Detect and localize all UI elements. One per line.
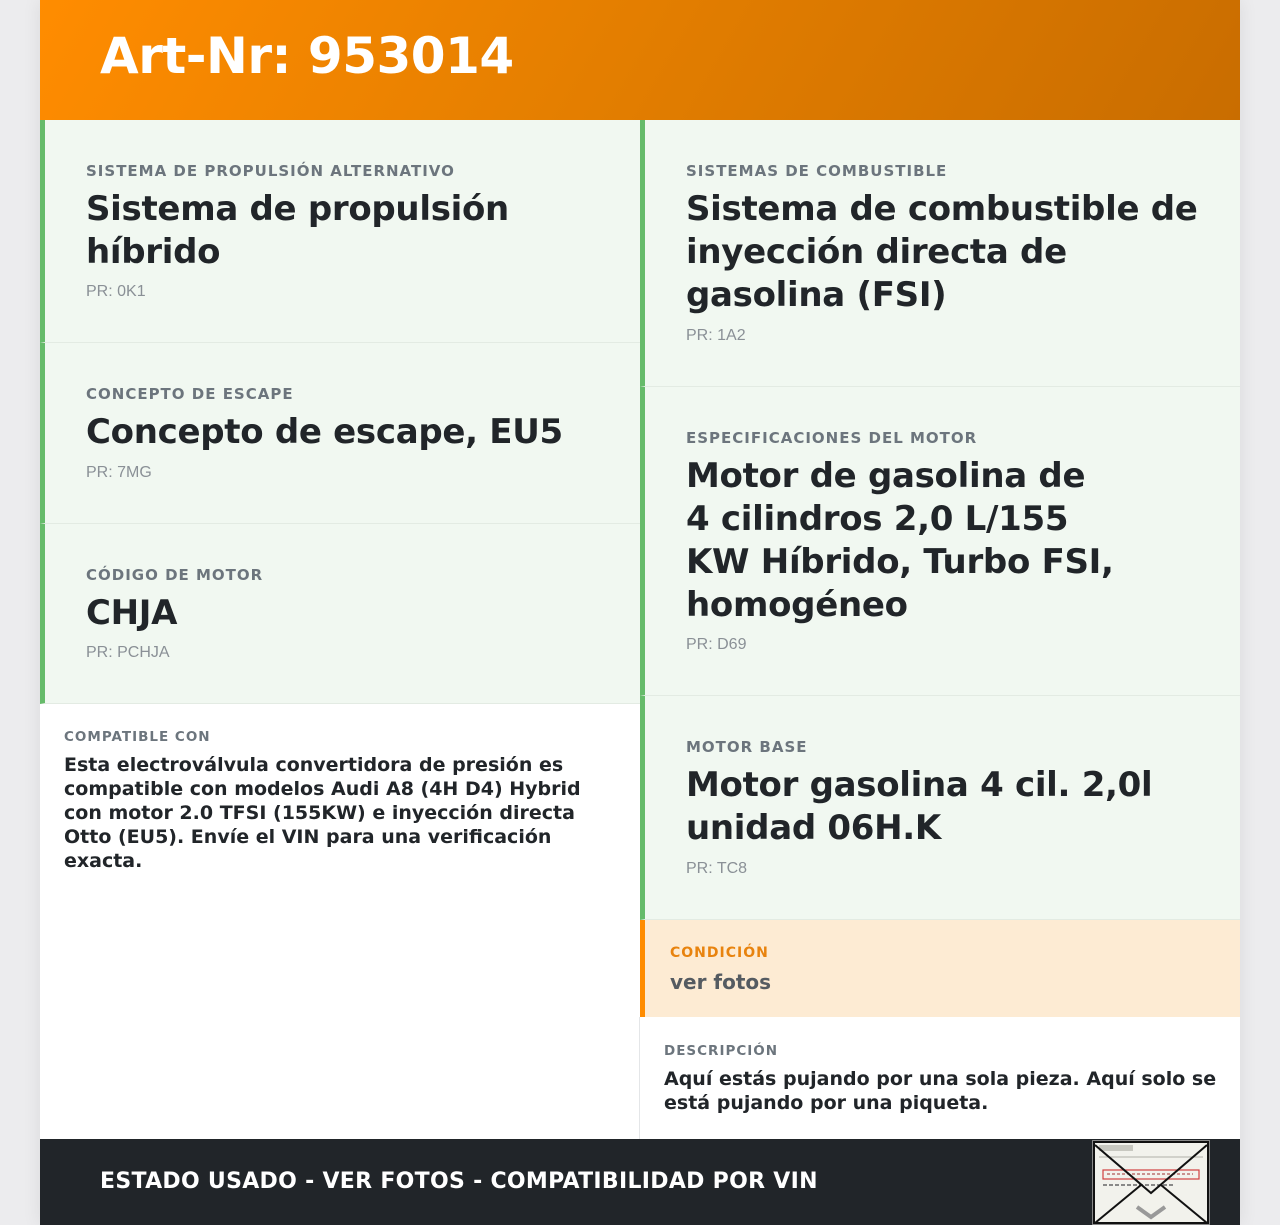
spec-label: SISTEMAS DE COMBUSTIBLE [686,162,948,180]
spec-card-exhaust [40,343,640,524]
description-label: DESCRIPCIÓN [664,1043,779,1059]
pr-code: PR: TC8 [686,860,748,877]
spec-label: SISTEMA DE PROPULSIÓN ALTERNATIVO [86,162,455,180]
condition-label: CONDICIÓN [670,945,769,961]
part-label-photo-icon [1092,1140,1210,1225]
pr-code: PR: D69 [686,636,747,653]
header-banner [40,0,1240,120]
spec-card-base-engine [640,696,1240,920]
pr-code: PR: 1A2 [686,327,746,344]
footer-bar [40,1139,1240,1225]
spec-value: Motor de gasolina de 4 cilindros 2,0 L/155 KW Híbrido, Turbo FSI, homogéneo [686,456,1114,625]
spec-value: Sistema de combustible de inyección directa de gasolina (FSI) [686,189,1198,315]
spec-card-engine-specs [640,387,1240,696]
pr-code: PR: 7MG [86,464,152,481]
spec-value: Motor gasolina 4 cil. 2,0l unidad 06H.K [686,765,1153,848]
condition-box [640,920,1240,1017]
column-divider [639,1017,640,1139]
footer-text: ESTADO USADO - VER FOTOS - COMPATIBILIDAD POR VIN [100,1169,818,1194]
condition-value: ver fotos [670,970,772,994]
pr-code: PR: 0K1 [86,283,146,300]
spec-card-engine-code [40,524,640,704]
article-number-title: Art-Nr: 953014 [100,27,514,85]
compatible-label: COMPATIBLE CON [64,729,211,745]
spec-label: MOTOR BASE [686,738,808,756]
pr-code: PR: PCHJA [86,644,170,661]
spec-value: Concepto de escape, EU5 [86,412,563,452]
description-text: Aquí estás pujando por una sola pieza. Aquí solo se está pujando por una piqueta. [664,1068,1217,1114]
spec-card-fuel-system [640,120,1240,387]
spec-label: CÓDIGO DE MOTOR [86,566,264,584]
compatible-text: Esta electroválvula convertidora de presión es compatible con modelos Audi A8 (4H D4) Hybrid con motor 2.0 TFSI (155KW) e inyección directa Otto (EU5). Envíe el VIN para una verificación exacta. [64,754,581,872]
spec-value: Sistema de propulsión híbrido [86,189,509,272]
spec-value: CHJA [86,593,178,633]
spec-card-propulsion [40,120,640,343]
listing-sheet [40,0,1240,1225]
spec-label: CONCEPTO DE ESCAPE [86,385,294,403]
spec-label: ESPECIFICACIONES DEL MOTOR [686,429,978,447]
